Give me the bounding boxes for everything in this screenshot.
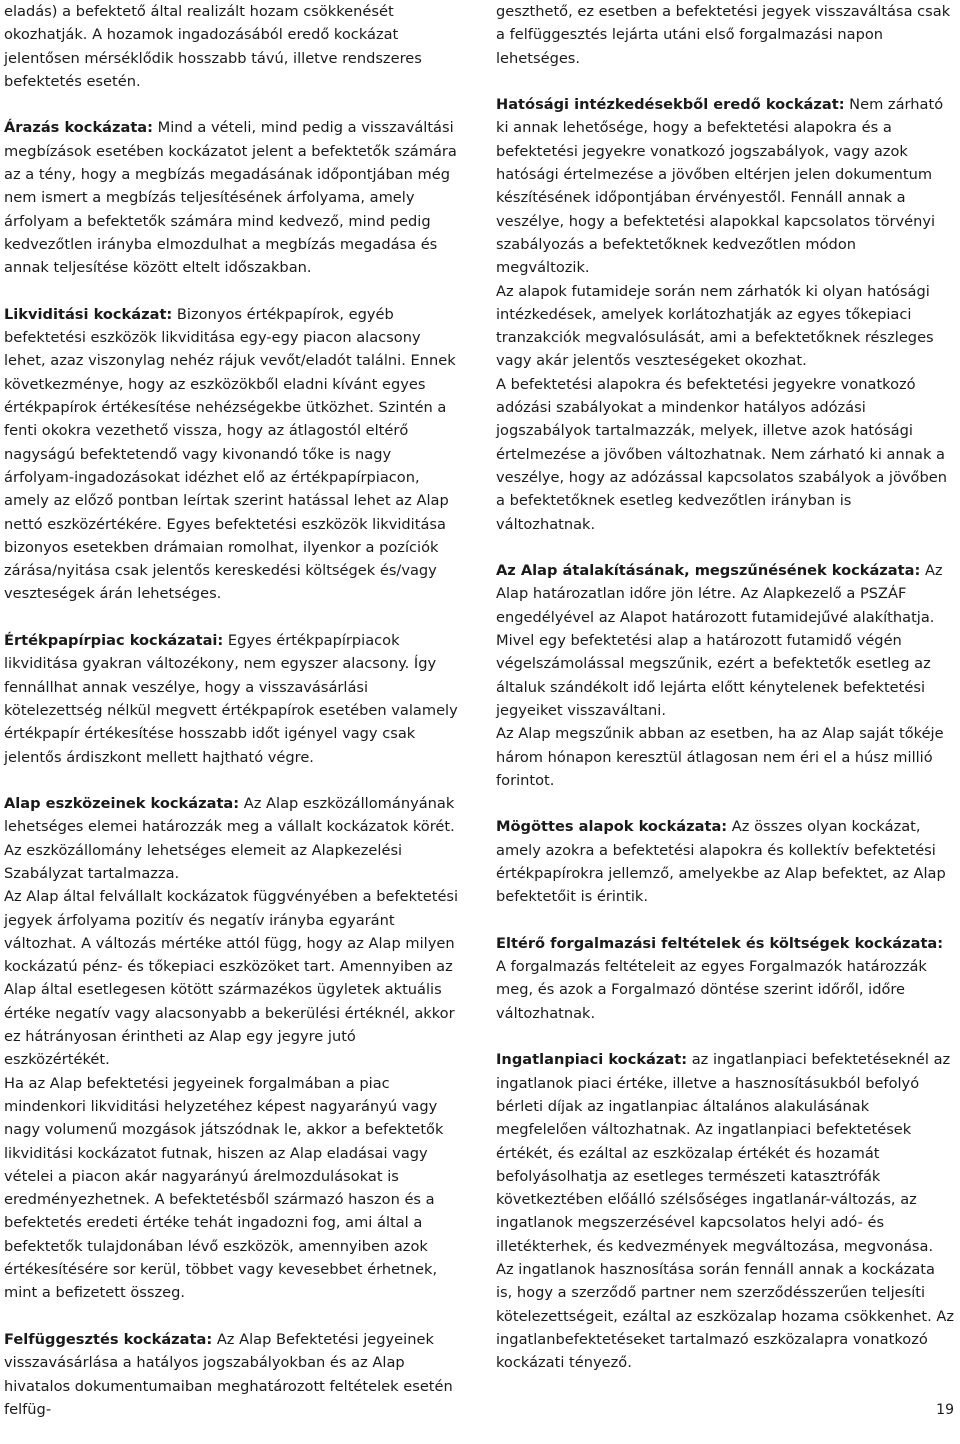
- paragraph: [496, 815, 954, 908]
- paragraph: [4, 303, 462, 606]
- section-heading: Hatósági intézkedésekből eredő kockázat:: [496, 96, 845, 114]
- paragraph-text: geszthető, ez esetben a befektetési jegyek visszaváltása csak a felfüggesztés lejárta utáni első forgalmazási napon lehetséges.: [496, 3, 951, 67]
- paragraph-text: Mind a vételi, mind pedig a visszaváltási megbízások esetében kockázatot jelent a befektetők számára az a tény, hogy a megbízás megadásának időpontjában még nem ismert a megbízás teljesítésének árfolyama, amely árfolyam a befektetők számára mind kedvező, mind pedig kedvezőtlen irányba elmozdulhat a megbízás megadása és annak teljesítése között eltelt időszakban.: [4, 119, 457, 277]
- paragraph-text: Az alapok futamideje során nem zárhatók ki olyan hatósági intézkedések, amelyek korlátozhatják az egyes tőkepiaci tranzakciók megvalósulását, ami a befektetőknek részleges vagy akár jelentős veszteségeket okozhat.: [496, 282, 934, 370]
- paragraph: [4, 0, 462, 93]
- paragraph-text: Egyes értékpapírpiacok likviditása gyakran változékony, nem egyszer alacsony. Így fennállhat annak veszélye, hogy a visszavásárlási kötelezettség nélkül megvett értékpapírok esetében valamely értékpapír értékesítése hosszabb időt igényel vagy csak jelentős árdiszkont mellett hajtható végre.: [4, 632, 458, 766]
- text-section: [496, 932, 954, 1025]
- section-heading: Értékpapírpiac kockázatai:: [4, 632, 224, 650]
- paragraph: [4, 1072, 462, 1305]
- text-section: [496, 1048, 954, 1374]
- paragraph-text: Az Alap eszközállományának lehetséges elemei határozzák meg a vállalt kockázatok körét. Az eszközállomány lehetséges elemeit az Alapkezelési Szabályzat tartalmazza.: [4, 795, 455, 882]
- paragraph: [4, 629, 462, 769]
- paragraph: [496, 559, 954, 722]
- paragraph-text: A befektetési alapokra és befektetési jegyekre vonatkozó adózási szabályokat a mindenkor hatályos adózási jogszabályok tartalmazzák, melyek, illetve azok hatósági értelmezése a jövőben változhatnak. Nem zárható ki annak a veszélye, hogy az adózással kapcsolatos szabályok a jövőben a befektetőknek esetleg kedvezőtlen irányban is változhatnak.: [496, 375, 947, 533]
- text-section: [4, 1328, 462, 1421]
- paragraph-text: A forgalmazás feltételeit az egyes Forgalmazók határozzák meg, és azok a Forgalmazó döntése szerint időről, időre változhatnak.: [496, 958, 927, 1022]
- paragraph: [4, 885, 462, 1071]
- text-section: [496, 93, 954, 536]
- text-section: [4, 629, 462, 769]
- paragraph: [496, 373, 954, 536]
- right-column: [496, 0, 954, 1398]
- paragraph: [496, 93, 954, 279]
- text-section: [496, 815, 954, 908]
- paragraph-text: Az összes olyan kockázat, amely azokra a befektetési alapokra és kollektív befektetési értékpapírokra jellemző, amelyekbe az Alap befektet, az Alap befektetőit is érintik.: [496, 818, 946, 906]
- text-section: [4, 792, 462, 1305]
- paragraph: [4, 792, 462, 885]
- paragraph-text: Az Alap által felvállalt kockázatok függvényében a befektetési jegyek árfolyama pozitív és negatív irányba egyaránt változhat. A változás mértéke attól függ, hogy az Alap milyen kockázatú pénz- és tőkepiaci eszközöket tart. Amennyiben az Alap által esetlegesen kötött származékos ügyletek aktuális értéke negatív vagy alacsonyabb a bekerülési értéknél, akkor ez hátrányosan érintheti az Alap egy jegyre jutó eszközértékét.: [4, 888, 459, 1069]
- paragraph-text: Az Alap megszűnik abban az esetben, ha az Alap saját tőkéje három hónapon keresztül átlagosan nem éri el a húsz millió forintot.: [496, 725, 944, 789]
- section-heading: Eltérő forgalmazási feltételek és költségek kockázata:: [496, 934, 944, 952]
- paragraph: [4, 1328, 462, 1421]
- section-heading: Árazás kockázata:: [4, 119, 153, 137]
- paragraph-text: Bizonyos értékpapírok, egyéb befektetési eszközök likviditása egy-egy piacon alacsony lehet, azaz viszonylag nehéz rájuk vevőt/eladót találni. Ennek következménye, hogy az eszközökből eladni kívánt egyes értékpapírok értékesítése nehézségekbe ütközhet. Szintén a fenti okokra vezethető vissza, hogy az átlagostól eltérő nagyságú befektetendő vagy kivonandó tőke is nagy árfolyam-ingadozásokat idézhet elő az értékpapírpiacon, amely az előző pontban leírtak szerint hatással lehet az Alap nettó eszközértékére. Egyes befektetési eszközök likviditása bizonyos esetekben drámaian romolhat, ilyenkor a pozíciók zárása/nyitása csak jelentős kereskedési költségek és/vagy veszteségek árán lehetséges.: [4, 305, 456, 603]
- text-section: [4, 0, 462, 93]
- section-heading: Felfüggesztés kockázata:: [4, 1330, 213, 1348]
- section-heading: Mögöttes alapok kockázata:: [496, 818, 728, 836]
- text-section: [496, 0, 954, 70]
- paragraph-text: az ingatlanpiaci befektetéseknél az ingatlanok piaci értéke, illetve a hasznosításukból befolyó bérleti díjak az ingatlanpiac általános alakulásának megfelelően változhatnak. Az ingatlanpiaci befektetések értékét, és ezáltal az eszközalap értékét és hozamát befolyásolhatja az esetleges természeti katasztrófák következtében előálló szélsőséges ingatlanár-változás, az ingatlanok megszerzésével kapcsolatos helyi adó- és illetékterhek, és kedvezmények megváltozása, megvonása. Az ingatlanok hasznosítása során fennáll annak a kockázata is, hogy a szerződő partner nem szerződésszerűen teljesíti kötelezettségeit, ezáltal az eszközalap hozama csökkenhet. Az ingatlanbefektetéseket tartalmazó eszközalapra vonatkozó kockázati tényező.: [496, 1051, 955, 1372]
- paragraph: [496, 1048, 954, 1374]
- paragraph: [496, 280, 954, 373]
- paragraph-text: eladás) a befektető által realizált hozam csökkenését okozhatják. A hozamok ingadozásából eredő kockázat jelentősen mérséklődik hosszabb távú, illetve rendszeres befektetés esetén.: [4, 3, 422, 90]
- paragraph: [496, 0, 954, 70]
- section-heading: Alap eszközeinek kockázata:: [4, 795, 240, 813]
- paragraph-text: Nem zárható ki annak lehetősége, hogy a befektetési alapokra és a befektetési jegyekre vonatkozó jogszabályok, vagy azok hatósági értelmezése a jövőben eltérjen jelen dokumentum készítésének időpontjában érvényestől. Fennáll annak a veszélye, hogy a befektetési alapokkal kapcsolatos törvényi szabályozás a befektetőknek kedvezőtlen módon megváltozik.: [496, 96, 944, 277]
- section-heading: Ingatlanpiaci kockázat:: [496, 1051, 688, 1069]
- section-heading: Az Alap átalakításának, megszűnésének kockázata:: [496, 562, 921, 580]
- text-section: [496, 559, 954, 792]
- paragraph-text: Az Alap határozatlan időre jön létre. Az Alapkezelő a PSZÁF engedélyével az Alapot határozott futamidejűvé alakíthatja. Mivel egy befektetési alap a határozott futamidő végén végelszámolással megszűnik, ezért a befektetők esetleg az általuk szándékolt idő lejárta előtt kénytelenek befektetési jegyeiket visszaváltani.: [496, 562, 943, 719]
- paragraph: [496, 932, 954, 1025]
- paragraph: [496, 722, 954, 792]
- text-section: [4, 303, 462, 606]
- text-section: [4, 116, 462, 279]
- paragraph-text: Ha az Alap befektetési jegyeinek forgalmában a piac mindenkori likviditási helyzetéhez képest nagyarányú vagy nagy volumenű mozgások játszódnak le, akkor a befektetők likviditási kockázatot futnak, hiszen az Alap eladásai vagy vételei a piacon akár nagyarányú árelmozdulásokat is eredményezhetnek. A befektetésből származó haszon és a befektetés eredeti értéke tehát ingadozni fog, ami által a befektetők tulajdonában lévő eszközök, amennyiben azok értékesítésére sor kerül, többet vagy kevesebbet érhetnek, mint a befizetett összeg.: [4, 1074, 444, 1302]
- paragraph: [4, 116, 462, 279]
- left-column: [4, 0, 462, 1444]
- section-heading: Likviditási kockázat:: [4, 305, 173, 323]
- page-number: 19: [936, 1402, 954, 1418]
- paragraph-text: Az Alap Befektetési jegyeinek visszavásárlása a hatályos jogszabályokban és az Alap hivatalos dokumentumaiban meghatározott feltételek esetén felfüg-: [4, 1330, 453, 1418]
